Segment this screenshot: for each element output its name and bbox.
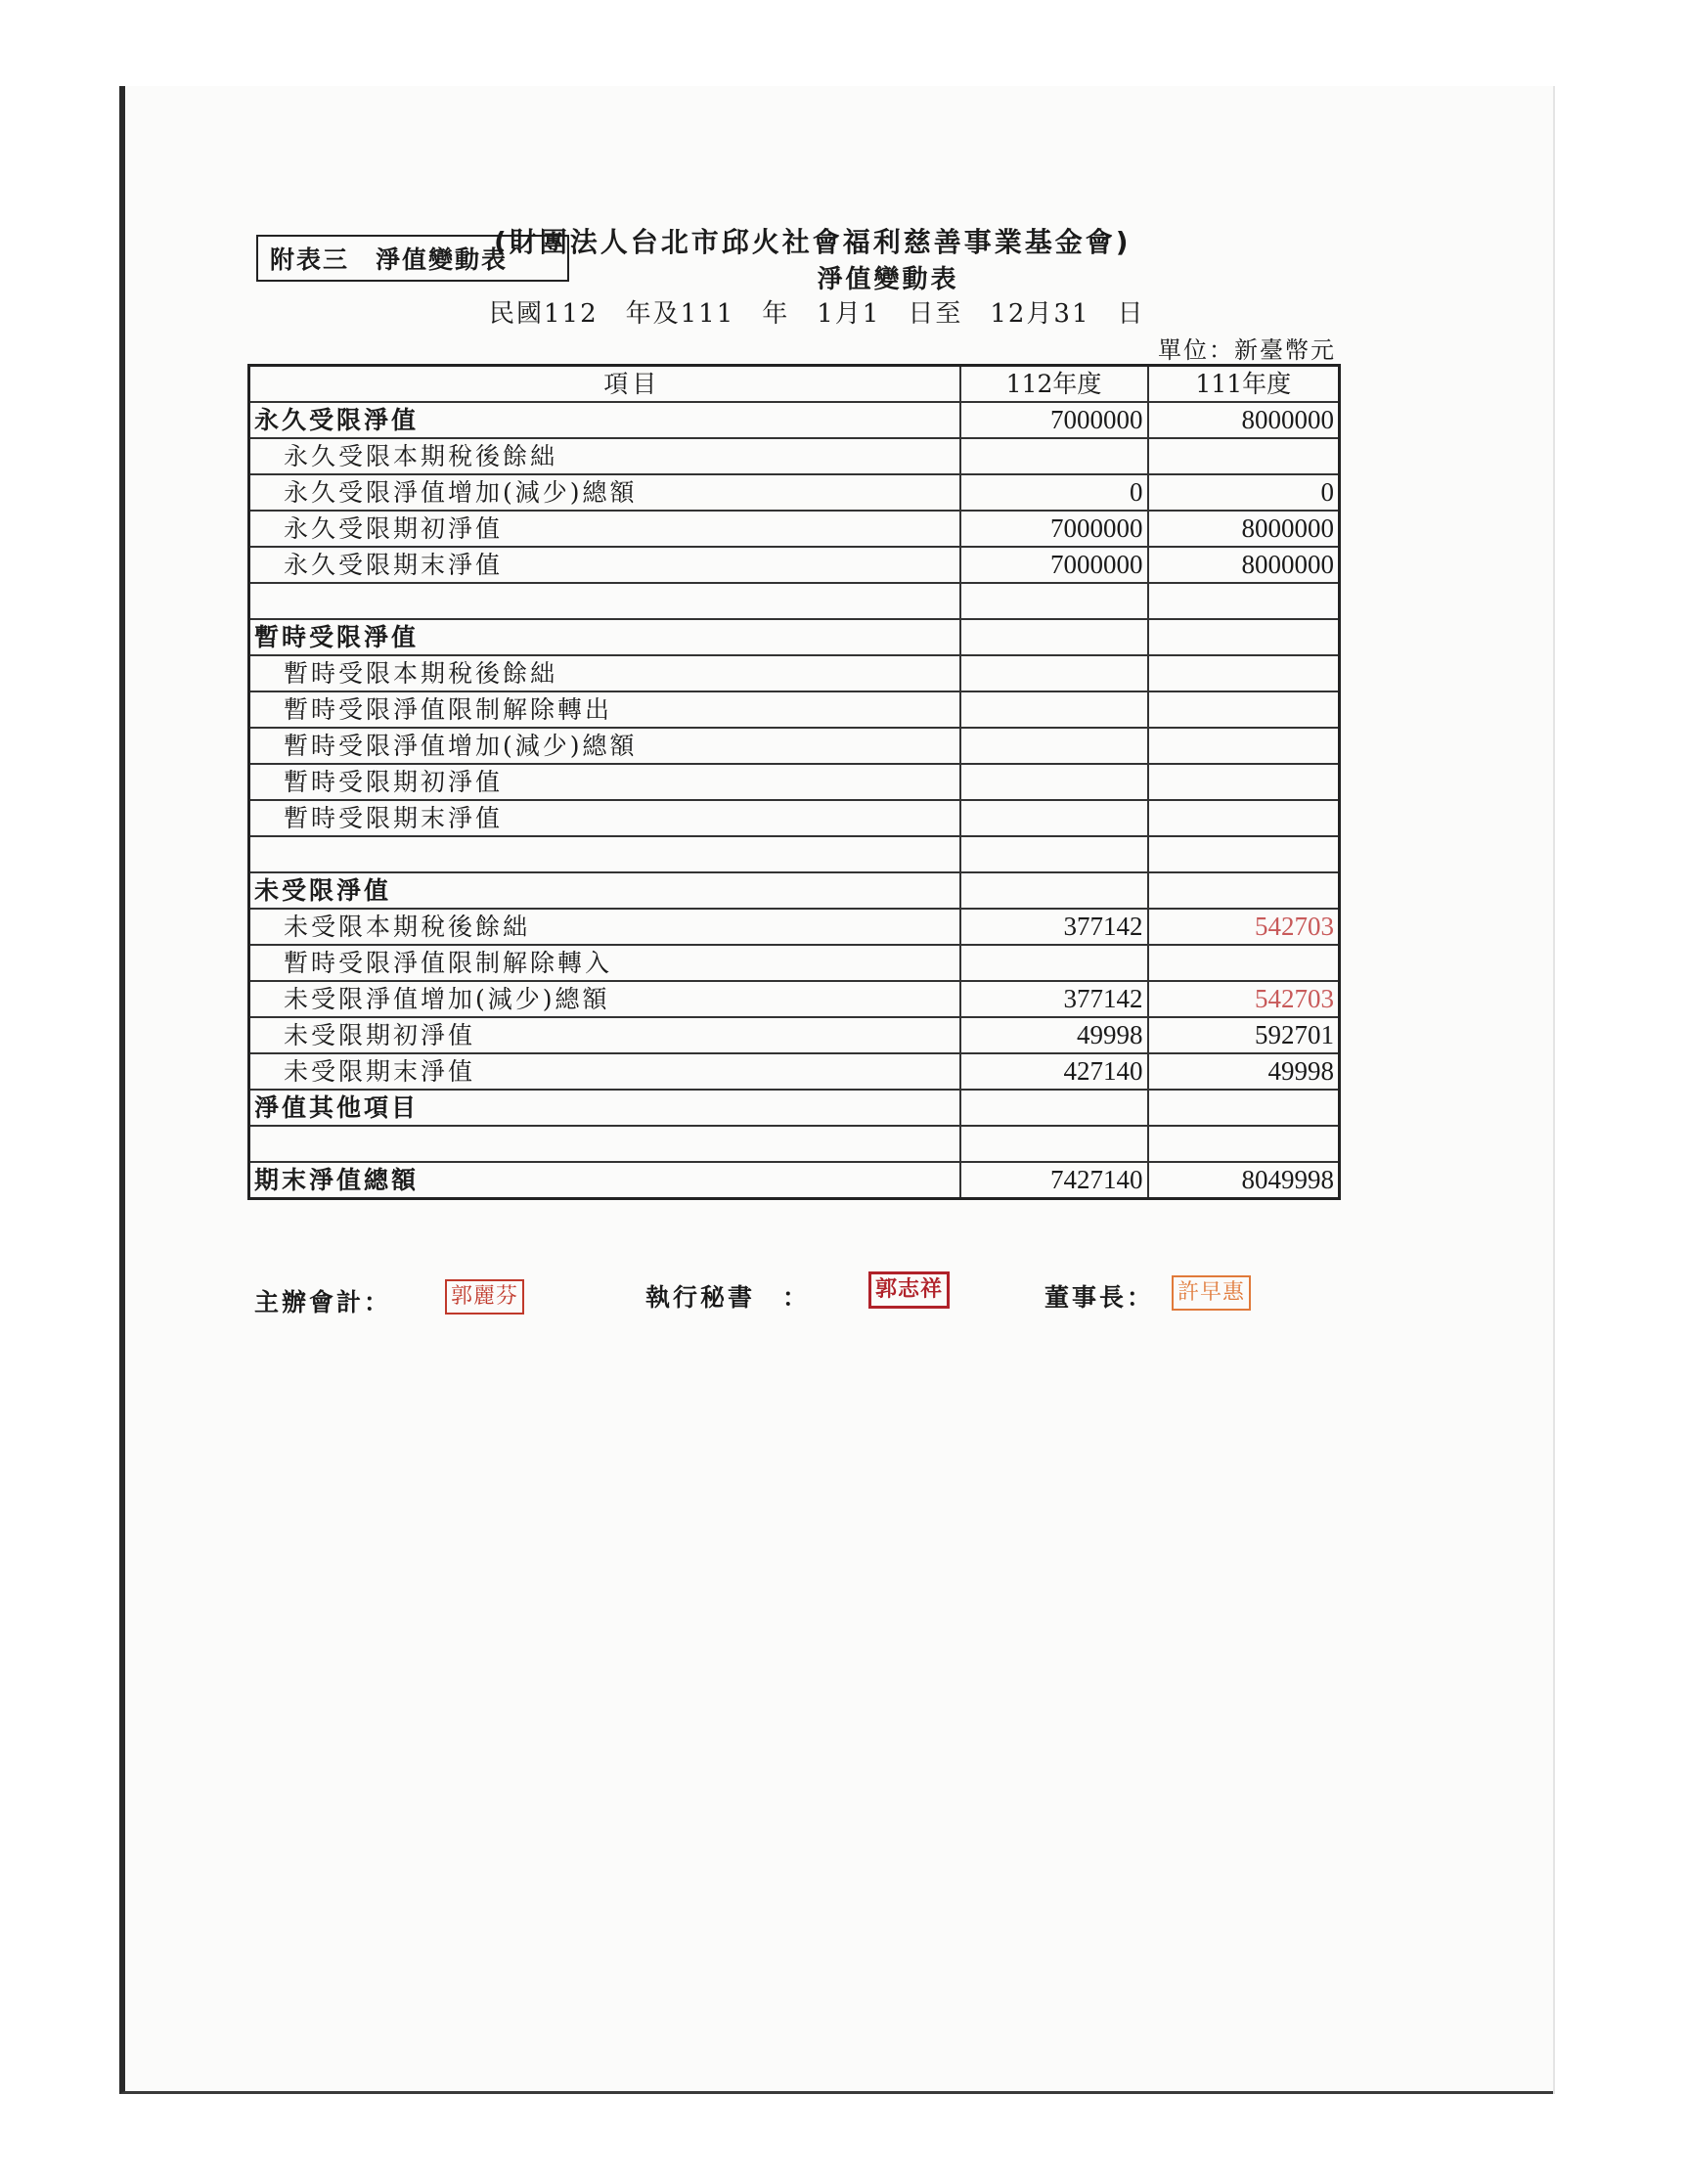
value-112: 49998 bbox=[960, 1017, 1148, 1053]
accountant-label: 主辦會計： bbox=[254, 1288, 392, 1316]
value-111: 8000000 bbox=[1148, 547, 1340, 583]
chairman-seal: 許早惠 bbox=[1172, 1275, 1251, 1311]
row-label: 暫時受限本期稅後餘絀 bbox=[249, 655, 960, 691]
value-112 bbox=[960, 872, 1148, 909]
value-112 bbox=[960, 583, 1148, 619]
table-row bbox=[249, 728, 1340, 764]
table-row bbox=[249, 691, 1340, 728]
row-label: 淨值其他項目 bbox=[249, 1090, 960, 1126]
value-111 bbox=[1148, 836, 1340, 872]
table-row bbox=[249, 402, 1340, 438]
value-112 bbox=[960, 691, 1148, 728]
value-112 bbox=[960, 800, 1148, 836]
table-row bbox=[249, 511, 1340, 547]
row-label: 永久受限淨值增加(減少)總額 bbox=[249, 474, 960, 511]
value-111 bbox=[1148, 1090, 1340, 1126]
value-111 bbox=[1148, 1126, 1340, 1162]
table-row bbox=[249, 619, 1340, 655]
row-label: 未受限本期稅後餘絀 bbox=[249, 909, 960, 945]
row-label: 永久受限淨值 bbox=[249, 402, 960, 438]
value-112 bbox=[960, 438, 1148, 474]
row-label: 永久受限期末淨值 bbox=[249, 547, 960, 583]
value-112 bbox=[960, 945, 1148, 981]
value-111 bbox=[1148, 619, 1340, 655]
table-row bbox=[249, 764, 1340, 800]
value-112 bbox=[960, 1126, 1148, 1162]
row-label: 未受限期末淨值 bbox=[249, 1053, 960, 1090]
row-label: 未受限淨值 bbox=[249, 872, 960, 909]
value-111: 542703 bbox=[1148, 981, 1340, 1017]
net-value-table bbox=[247, 364, 1341, 1200]
table-row bbox=[249, 872, 1340, 909]
table-row bbox=[249, 583, 1340, 619]
value-111: 0 bbox=[1148, 474, 1340, 511]
document-title: 淨值變動表 bbox=[817, 265, 959, 294]
value-112: 7000000 bbox=[960, 511, 1148, 547]
table-row bbox=[249, 981, 1340, 1017]
table-header-row bbox=[249, 366, 1340, 403]
value-112: 377142 bbox=[960, 909, 1148, 945]
value-111 bbox=[1148, 655, 1340, 691]
row-label: 暫時受限期末淨值 bbox=[249, 800, 960, 836]
value-111 bbox=[1148, 438, 1340, 474]
value-112 bbox=[960, 836, 1148, 872]
value-111: 592701 bbox=[1148, 1017, 1340, 1053]
row-label bbox=[249, 836, 960, 872]
row-label: 永久受限本期稅後餘絀 bbox=[249, 438, 960, 474]
table-row bbox=[249, 474, 1340, 511]
secretary-label: 執行秘書 ： bbox=[645, 1283, 811, 1312]
header-111: 111年度 bbox=[1148, 366, 1340, 403]
row-label: 暫時受限淨值 bbox=[249, 619, 960, 655]
accountant-seal: 郭麗芬 bbox=[445, 1279, 524, 1315]
value-112: 377142 bbox=[960, 981, 1148, 1017]
chairman-label: 董事長： bbox=[1044, 1283, 1155, 1312]
row-label: 未受限淨值增加(減少)總額 bbox=[249, 981, 960, 1017]
table-row bbox=[249, 438, 1340, 474]
value-111: 542703 bbox=[1148, 909, 1340, 945]
organization-name: (財團法人台北市邱火社會福利慈善事業基金會) bbox=[494, 226, 1132, 258]
row-label: 暫時受限淨值增加(減少)總額 bbox=[249, 728, 960, 764]
table-row bbox=[249, 836, 1340, 872]
row-label bbox=[249, 1126, 960, 1162]
value-111 bbox=[1148, 872, 1340, 909]
header-112: 112年度 bbox=[960, 366, 1148, 403]
table-row bbox=[249, 1053, 1340, 1090]
appendix-tag: 附表三 淨值變動表 bbox=[256, 235, 569, 282]
value-111 bbox=[1148, 800, 1340, 836]
value-111 bbox=[1148, 764, 1340, 800]
table-row bbox=[249, 547, 1340, 583]
value-112: 7427140 bbox=[960, 1162, 1148, 1199]
value-111 bbox=[1148, 583, 1340, 619]
value-112: 0 bbox=[960, 474, 1148, 511]
value-112 bbox=[960, 655, 1148, 691]
table-row bbox=[249, 1017, 1340, 1053]
table-row bbox=[249, 655, 1340, 691]
row-label: 期末淨值總額 bbox=[249, 1162, 960, 1199]
value-111 bbox=[1148, 945, 1340, 981]
value-111: 8049998 bbox=[1148, 1162, 1340, 1199]
value-111 bbox=[1148, 728, 1340, 764]
row-label bbox=[249, 583, 960, 619]
value-112: 7000000 bbox=[960, 547, 1148, 583]
table-row bbox=[249, 1126, 1340, 1162]
value-112: 427140 bbox=[960, 1053, 1148, 1090]
value-112: 7000000 bbox=[960, 402, 1148, 438]
value-111 bbox=[1148, 691, 1340, 728]
secretary-seal: 郭志祥 bbox=[868, 1271, 950, 1309]
row-label: 暫時受限淨值限制解除轉出 bbox=[249, 691, 960, 728]
header-item: 項目 bbox=[249, 366, 960, 403]
row-label: 暫時受限淨值限制解除轉入 bbox=[249, 945, 960, 981]
row-label: 永久受限期初淨值 bbox=[249, 511, 960, 547]
row-label: 暫時受限期初淨值 bbox=[249, 764, 960, 800]
currency-unit: 單位：新臺幣元 bbox=[1158, 336, 1336, 364]
table-row bbox=[249, 1162, 1340, 1199]
value-111: 8000000 bbox=[1148, 511, 1340, 547]
table-row bbox=[249, 909, 1340, 945]
value-111: 8000000 bbox=[1148, 402, 1340, 438]
reporting-period: 民國112 年及111 年 1月1 日至 12月31 日 bbox=[489, 299, 1145, 329]
table-row bbox=[249, 945, 1340, 981]
row-label: 未受限期初淨值 bbox=[249, 1017, 960, 1053]
value-112 bbox=[960, 764, 1148, 800]
value-111: 49998 bbox=[1148, 1053, 1340, 1090]
table-row bbox=[249, 800, 1340, 836]
value-112 bbox=[960, 619, 1148, 655]
table-row bbox=[249, 1090, 1340, 1126]
value-112 bbox=[960, 1090, 1148, 1126]
value-112 bbox=[960, 728, 1148, 764]
